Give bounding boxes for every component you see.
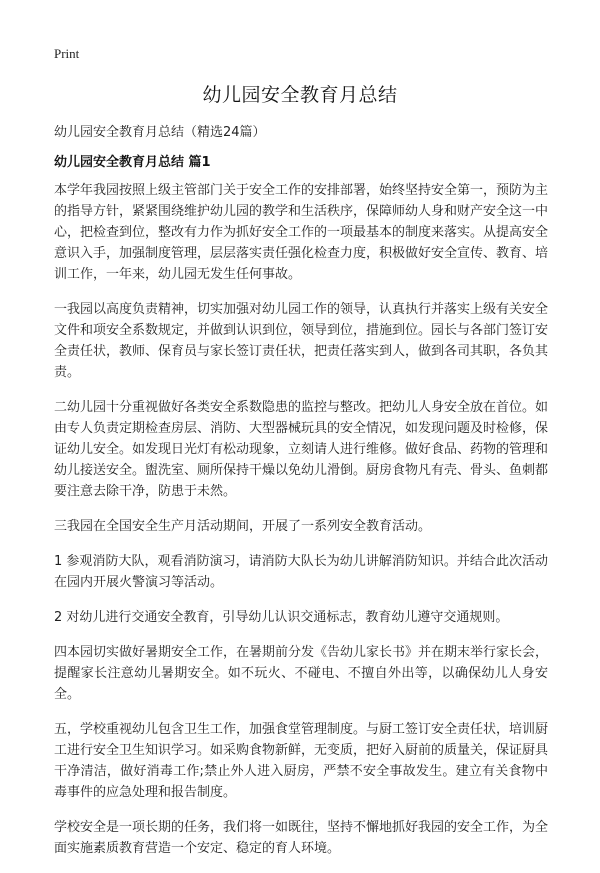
paragraph-traffic-safety: 2 对幼儿进行交通安全教育，引导幼儿认识交通标志，教育幼儿遵守交通规则。 [54,610,509,625]
page-title: 幼儿园安全教育月总结 [202,84,398,106]
paragraph-hygiene: 五，学校重视幼儿包含卫生工作，加强食堂管理制度。与厨工签订安全责任状，培训厨工进行安全卫生知识学习。如采购食物新鲜，无变质，把好入厨前的质量关，保证厨具干净清洁，做好消毒工作;禁止外人进入厨房，严禁不安全事故发生。建立有关食物中毒事件的应急处理和报告制度。 [54,722,549,800]
section-heading: 幼儿园安全教育月总结 篇1 [54,155,211,170]
paragraph-conclusion: 学校安全是一项长期的任务，我们将一如既往，坚持不懈地抓好我园的安全工作，为全面实施素质教育营造一个安定、稳定的育人环境。 [54,820,549,856]
paragraph-hazard-monitoring: 二幼儿园十分重视做好各类安全系数隐患的监控与整改。把幼儿人身安全放在首位。如由专人负责定期检查房层、消防、大型器械玩具的安全情况，如发现问题及时检修，保证幼儿安全。如发现日光灯有松动现象，立刻请人进行维修。做好食品、药物的管理和幼儿接送安全。盥洗室、厕所保持干燥以免幼儿滑倒。厨房食物凡有壳、骨头、鱼刺都要注意去除干净，防患于未然。 [54,400,549,499]
document-subtitle: 幼儿园安全教育月总结（精选24篇） [54,125,266,140]
paragraph-leadership: 一我园以高度负责精神，切实加强对幼儿园工作的领导，认真执行并落实上级有关安全文件和项安全系数规定，并做到认识到位，领导到位，措施到位。园长与各部门签订安全责任状，教师、保育员与家长签订责任状，把责任落实到人，做到各司其职，各负其责。 [54,302,549,380]
paragraph-summer-safety: 四本园切实做好暑期安全工作，在暑期前分发《告幼儿家长书》并在期末举行家长会，提醒家长注意幼儿暑期安全。如不玩火、不碰电、不擅自外出等，以确保幼儿人身安全。 [54,645,549,702]
paragraph-fire-brigade: 1 参观消防大队，观看消防演习，请消防大队长为幼儿讲解消防知识。并结合此次活动在园内开展火警演习等活动。 [54,554,548,590]
article-body [54,180,548,873]
print-link[interactable]: Print [54,46,80,61]
paragraph-intro: 本学年我园按照上级主管部门关于安全工作的安排部署，始终坚持安全第一，预防为主的指导方针，紧紧围绕维护幼儿园的教学和生活秩序，保障师幼人身和财产安全这一中心，把检查到位，整改有力作为抓好安全工作的一项最基本的制度来落实。从提高安全意识入手，加强制度管理，层层落实责任强化检查力度，积极做好安全宣传、教育、培训工作，一年来，幼儿园无发生任何事故。 [54,183,549,282]
paragraph-safety-month: 三我园在全国安全生产月活动期间，开展了一系列安全教育活动。 [54,519,432,534]
